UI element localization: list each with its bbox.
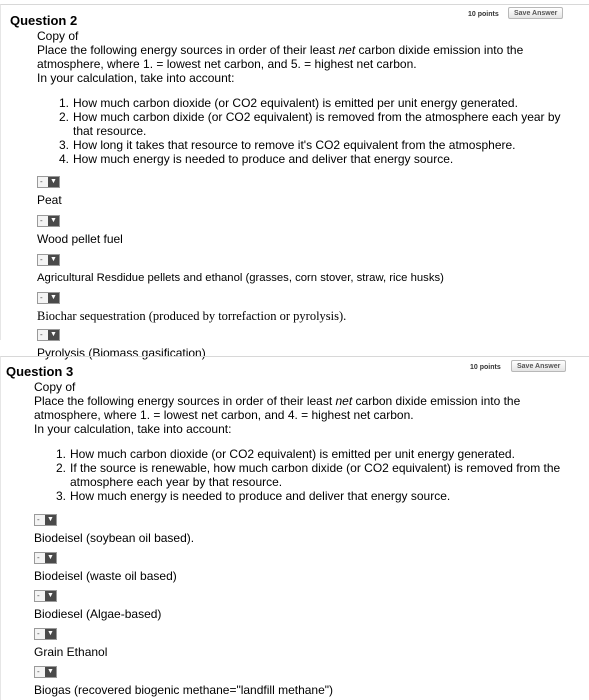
answer-list — [37, 172, 577, 360]
rank-select[interactable]: - ▼ — [34, 666, 57, 678]
answer-item — [37, 254, 577, 285]
question-3 — [0, 352, 589, 700]
answer-item — [37, 292, 577, 323]
save-answer-button[interactable]: Save Answer — [508, 7, 563, 19]
answer-item — [37, 215, 577, 246]
answer-item — [34, 666, 579, 697]
rank-select[interactable]: - ▼ — [34, 552, 57, 564]
criteria-item: 3. How much energy is needed to produce and deliver that energy source. — [56, 489, 451, 503]
dropdown-arrow-icon: ▼ — [48, 330, 59, 340]
points-label: 10 points — [468, 11, 499, 18]
answer-label: Wood pellet fuel — [37, 232, 123, 246]
calculation-note: In your calculation, take into account: — [37, 71, 235, 85]
points-label: 10 points — [470, 364, 501, 371]
answer-list — [34, 510, 579, 697]
dropdown-arrow-icon: ▼ — [48, 216, 59, 226]
question-title: Question 3 — [6, 364, 74, 379]
dropdown-arrow-icon: ▼ — [48, 177, 59, 187]
answer-label: Pyrolysis (Biomass gasification) — [37, 346, 206, 360]
dropdown-arrow-icon: ▼ — [48, 293, 59, 303]
question-body — [37, 29, 577, 166]
answer-item — [34, 628, 579, 659]
criteria-item: 2. If the source is renewable, how much carbon dixide (or CO2 equivalent) is removed from the atmosphere each year by that resource. — [56, 461, 561, 489]
answer-item — [34, 514, 579, 545]
criteria-item: 2. How much carbon dixide (or CO2 equivalent) is removed from the atmosphere each year by that resource. — [59, 110, 561, 138]
question-title: Question 2 — [10, 13, 78, 28]
criteria-item: 1. How much carbon dioxide (or CO2 equivalent) is emitted per unit energy generated. — [59, 96, 518, 110]
answer-label: Grain Ethanol — [34, 645, 108, 659]
rank-select[interactable]: - ▼ — [37, 292, 60, 304]
answer-item — [34, 590, 579, 621]
answer-item — [34, 552, 579, 583]
dropdown-arrow-icon: ▼ — [45, 591, 56, 601]
rank-select[interactable]: - ▼ — [37, 329, 60, 341]
rank-select[interactable]: - ▼ — [37, 215, 60, 227]
answer-label: Biochar sequestration (produced by torrefaction or pyrolysis). — [37, 309, 347, 323]
rank-select[interactable]: - ▼ — [34, 590, 57, 602]
criteria-item: 3. How long it takes that resource to remove it's CO2 equivalent from the atmosphere. — [59, 138, 516, 152]
rank-select[interactable]: - ▼ — [37, 176, 60, 188]
dropdown-arrow-icon: ▼ — [45, 629, 56, 639]
question-prompt: Place the following energy sources in order of their least net carbon dixide emission into the atmosphere, where 1. = lowest net carbon, and 4. = highest net carbon. — [34, 394, 521, 422]
rank-select[interactable]: - ▼ — [34, 514, 57, 526]
dropdown-arrow-icon: ▼ — [45, 553, 56, 563]
answer-label: Biodiesel (Algae-based) — [34, 607, 162, 621]
criteria-list — [59, 96, 577, 166]
calculation-note: In your calculation, take into account: — [34, 422, 232, 436]
answer-label: Biodeisel (waste oil based) — [34, 569, 177, 583]
dropdown-arrow-icon: ▼ — [48, 255, 59, 265]
answer-label: Biodeisel (soybean oil based). — [34, 531, 195, 545]
question-body — [34, 380, 579, 503]
copy-of-label: Copy of — [34, 380, 76, 394]
save-answer-button[interactable]: Save Answer — [511, 360, 566, 372]
criteria-item: 4. How much energy is needed to produce and deliver that energy source. — [59, 152, 454, 166]
question-prompt: Place the following energy sources in order of their least net carbon dixide emission into the atmosphere, where 1. = lowest net carbon, and 5. = highest net carbon. — [37, 43, 524, 71]
answer-item — [37, 176, 577, 207]
answer-label: Agricultural Resdidue pellets and ethanol (grasses, corn stover, straw, rice husks) — [37, 272, 444, 284]
criteria-item: 1. How much carbon dioxide (or CO2 equivalent) is emitted per unit energy generated. — [56, 447, 515, 461]
answer-label: Biogas (recovered biogenic methane="landfill methane") — [34, 683, 334, 697]
rank-select[interactable]: - ▼ — [37, 254, 60, 266]
rank-select[interactable]: - ▼ — [34, 628, 57, 640]
criteria-list — [56, 447, 579, 503]
dropdown-arrow-icon: ▼ — [45, 667, 56, 677]
copy-of-label: Copy of — [37, 29, 79, 43]
dropdown-arrow-icon: ▼ — [45, 515, 56, 525]
answer-label: Peat — [37, 193, 62, 207]
